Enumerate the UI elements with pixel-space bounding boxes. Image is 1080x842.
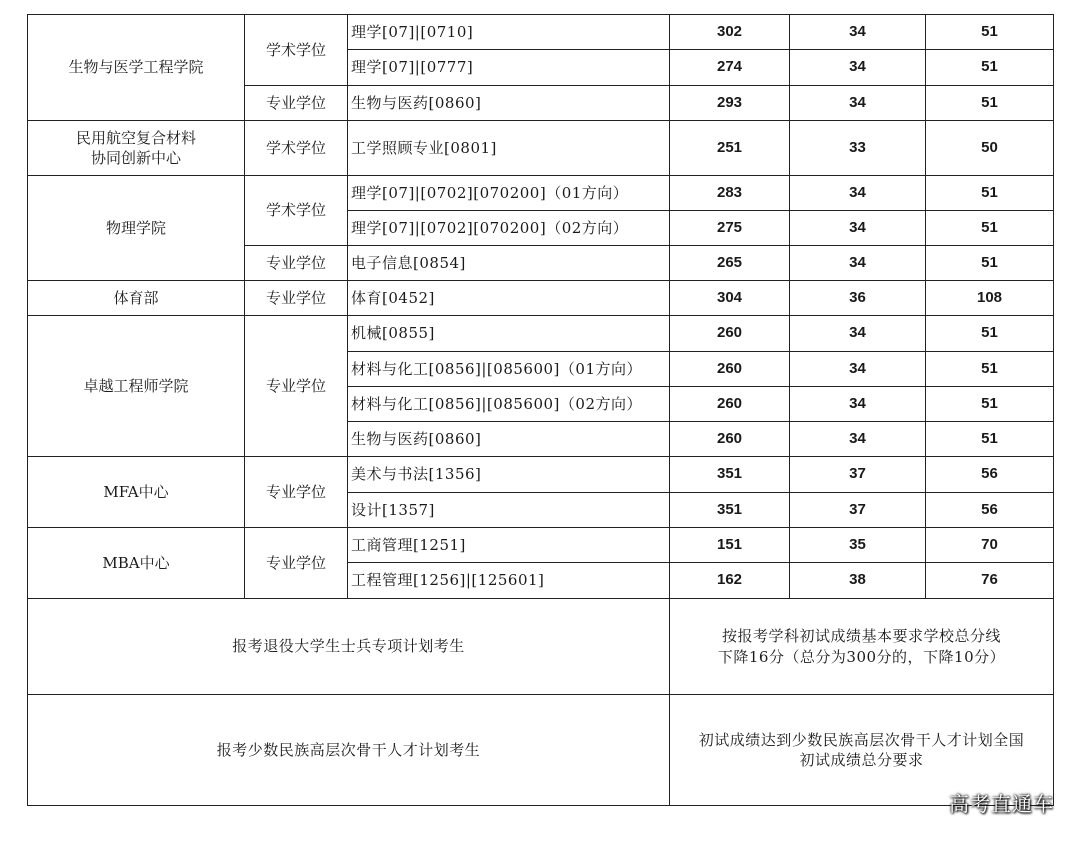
special-plan-row bbox=[28, 695, 1054, 806]
major-cell: 理学[07]|[0702][070200]（02方向） bbox=[348, 211, 670, 246]
degree-type-cell: 专业学位 bbox=[245, 281, 348, 316]
single-subject-a-cell: 34 bbox=[790, 15, 926, 50]
college-cell: MFA中心 bbox=[28, 457, 245, 528]
major-cell: 材料与化工[0856]|[085600]（02方向） bbox=[348, 387, 670, 422]
special-plan-label: 报考少数民族高层次骨干人才计划考生 bbox=[28, 695, 670, 806]
total-score-cell: 274 bbox=[670, 50, 790, 86]
total-score-cell: 162 bbox=[670, 563, 790, 599]
total-score-cell: 302 bbox=[670, 15, 790, 50]
special-plan-label: 报考退役大学生士兵专项计划考生 bbox=[28, 599, 670, 695]
single-subject-b-cell: 76 bbox=[926, 563, 1054, 599]
single-subject-b-cell: 51 bbox=[926, 176, 1054, 211]
table-row bbox=[28, 121, 1054, 176]
total-score-cell: 293 bbox=[670, 86, 790, 121]
special-plan-rule-line: 按报考学科初试成绩基本要求学校总分线 bbox=[721, 627, 1001, 646]
single-subject-a-cell: 33 bbox=[790, 121, 926, 176]
total-score-cell: 265 bbox=[670, 246, 790, 281]
total-score-cell: 151 bbox=[670, 528, 790, 563]
watermark: 高考直通车 bbox=[949, 792, 1054, 816]
total-score-cell: 251 bbox=[670, 121, 790, 176]
degree-type-cell: 学术学位 bbox=[245, 15, 348, 86]
major-cell: 美术与书法[1356] bbox=[348, 457, 670, 493]
table-row bbox=[28, 316, 1054, 352]
single-subject-a-cell: 34 bbox=[790, 86, 926, 121]
single-subject-a-cell: 34 bbox=[790, 422, 926, 457]
total-score-cell: 260 bbox=[670, 422, 790, 457]
total-score-cell: 260 bbox=[670, 316, 790, 352]
single-subject-b-cell: 51 bbox=[926, 422, 1054, 457]
single-subject-b-cell: 51 bbox=[926, 50, 1054, 86]
single-subject-b-cell: 51 bbox=[926, 316, 1054, 352]
single-subject-b-cell: 51 bbox=[926, 15, 1054, 50]
single-subject-b-cell: 56 bbox=[926, 457, 1054, 493]
table-row bbox=[28, 15, 1054, 50]
special-plan-rule-line: 初试成绩达到少数民族高层次骨干人才计划全国 bbox=[698, 730, 1025, 749]
special-plan-rule-line: 初试成绩总分要求 bbox=[799, 751, 924, 769]
single-subject-b-cell: 51 bbox=[926, 211, 1054, 246]
single-subject-a-cell: 38 bbox=[790, 563, 926, 599]
major-cell: 工商管理[1251] bbox=[348, 528, 670, 563]
degree-type-cell: 专业学位 bbox=[245, 316, 348, 457]
table-row bbox=[28, 528, 1054, 563]
total-score-cell: 260 bbox=[670, 387, 790, 422]
single-subject-b-cell: 51 bbox=[926, 246, 1054, 281]
major-cell: 生物与医药[0860] bbox=[348, 86, 670, 121]
major-cell: 机械[0855] bbox=[348, 316, 670, 352]
college-name-line: 协同创新中心 bbox=[90, 149, 181, 167]
single-subject-a-cell: 35 bbox=[790, 528, 926, 563]
score-table bbox=[27, 14, 1054, 806]
single-subject-b-cell: 50 bbox=[926, 121, 1054, 176]
total-score-cell: 283 bbox=[670, 176, 790, 211]
college-name-line: 民用航空复合材料 bbox=[75, 128, 196, 147]
single-subject-b-cell: 56 bbox=[926, 493, 1054, 528]
major-cell: 工学照顾专业[0801] bbox=[348, 121, 670, 176]
single-subject-b-cell: 51 bbox=[926, 387, 1054, 422]
major-cell: 工程管理[1256]|[125601] bbox=[348, 563, 670, 599]
major-cell: 理学[07]|[0702][070200]（01方向） bbox=[348, 176, 670, 211]
degree-type-cell: 专业学位 bbox=[245, 86, 348, 121]
single-subject-a-cell: 34 bbox=[790, 316, 926, 352]
single-subject-b-cell: 108 bbox=[926, 281, 1054, 316]
single-subject-a-cell: 34 bbox=[790, 387, 926, 422]
single-subject-a-cell: 34 bbox=[790, 176, 926, 211]
single-subject-b-cell: 51 bbox=[926, 352, 1054, 387]
major-cell: 材料与化工[0856]|[085600]（01方向） bbox=[348, 352, 670, 387]
single-subject-b-cell: 70 bbox=[926, 528, 1054, 563]
special-plan-rule-line: 下降16分（总分为300分的，下降10分） bbox=[717, 647, 1006, 666]
major-cell: 理学[07]|[0777] bbox=[348, 50, 670, 86]
table-row bbox=[28, 281, 1054, 316]
single-subject-a-cell: 37 bbox=[790, 457, 926, 493]
major-cell: 生物与医药[0860] bbox=[348, 422, 670, 457]
degree-type-cell: 学术学位 bbox=[245, 176, 348, 246]
major-cell: 电子信息[0854] bbox=[348, 246, 670, 281]
college-cell: MBA中心 bbox=[28, 528, 245, 599]
single-subject-a-cell: 34 bbox=[790, 211, 926, 246]
major-cell: 理学[07]|[0710] bbox=[348, 15, 670, 50]
single-subject-a-cell: 36 bbox=[790, 281, 926, 316]
single-subject-a-cell: 37 bbox=[790, 493, 926, 528]
special-plan-row bbox=[28, 599, 1054, 695]
degree-type-cell: 专业学位 bbox=[245, 528, 348, 599]
college-cell: 物理学院 bbox=[28, 176, 245, 281]
total-score-cell: 260 bbox=[670, 352, 790, 387]
total-score-cell: 304 bbox=[670, 281, 790, 316]
major-cell: 设计[1357] bbox=[348, 493, 670, 528]
degree-type-cell: 专业学位 bbox=[245, 246, 348, 281]
single-subject-b-cell: 51 bbox=[926, 86, 1054, 121]
total-score-cell: 351 bbox=[670, 457, 790, 493]
single-subject-a-cell: 34 bbox=[790, 50, 926, 86]
degree-type-cell: 学术学位 bbox=[245, 121, 348, 176]
college-cell: 生物与医学工程学院 bbox=[28, 15, 245, 121]
table-row bbox=[28, 457, 1054, 493]
degree-type-cell: 专业学位 bbox=[245, 457, 348, 528]
special-plan-rule bbox=[670, 599, 1054, 695]
college-cell: 卓越工程师学院 bbox=[28, 316, 245, 457]
single-subject-a-cell: 34 bbox=[790, 246, 926, 281]
table-row bbox=[28, 176, 1054, 211]
major-cell: 体育[0452] bbox=[348, 281, 670, 316]
college-cell: 体育部 bbox=[28, 281, 245, 316]
total-score-cell: 275 bbox=[670, 211, 790, 246]
total-score-cell: 351 bbox=[670, 493, 790, 528]
single-subject-a-cell: 34 bbox=[790, 352, 926, 387]
college-cell bbox=[28, 121, 245, 176]
